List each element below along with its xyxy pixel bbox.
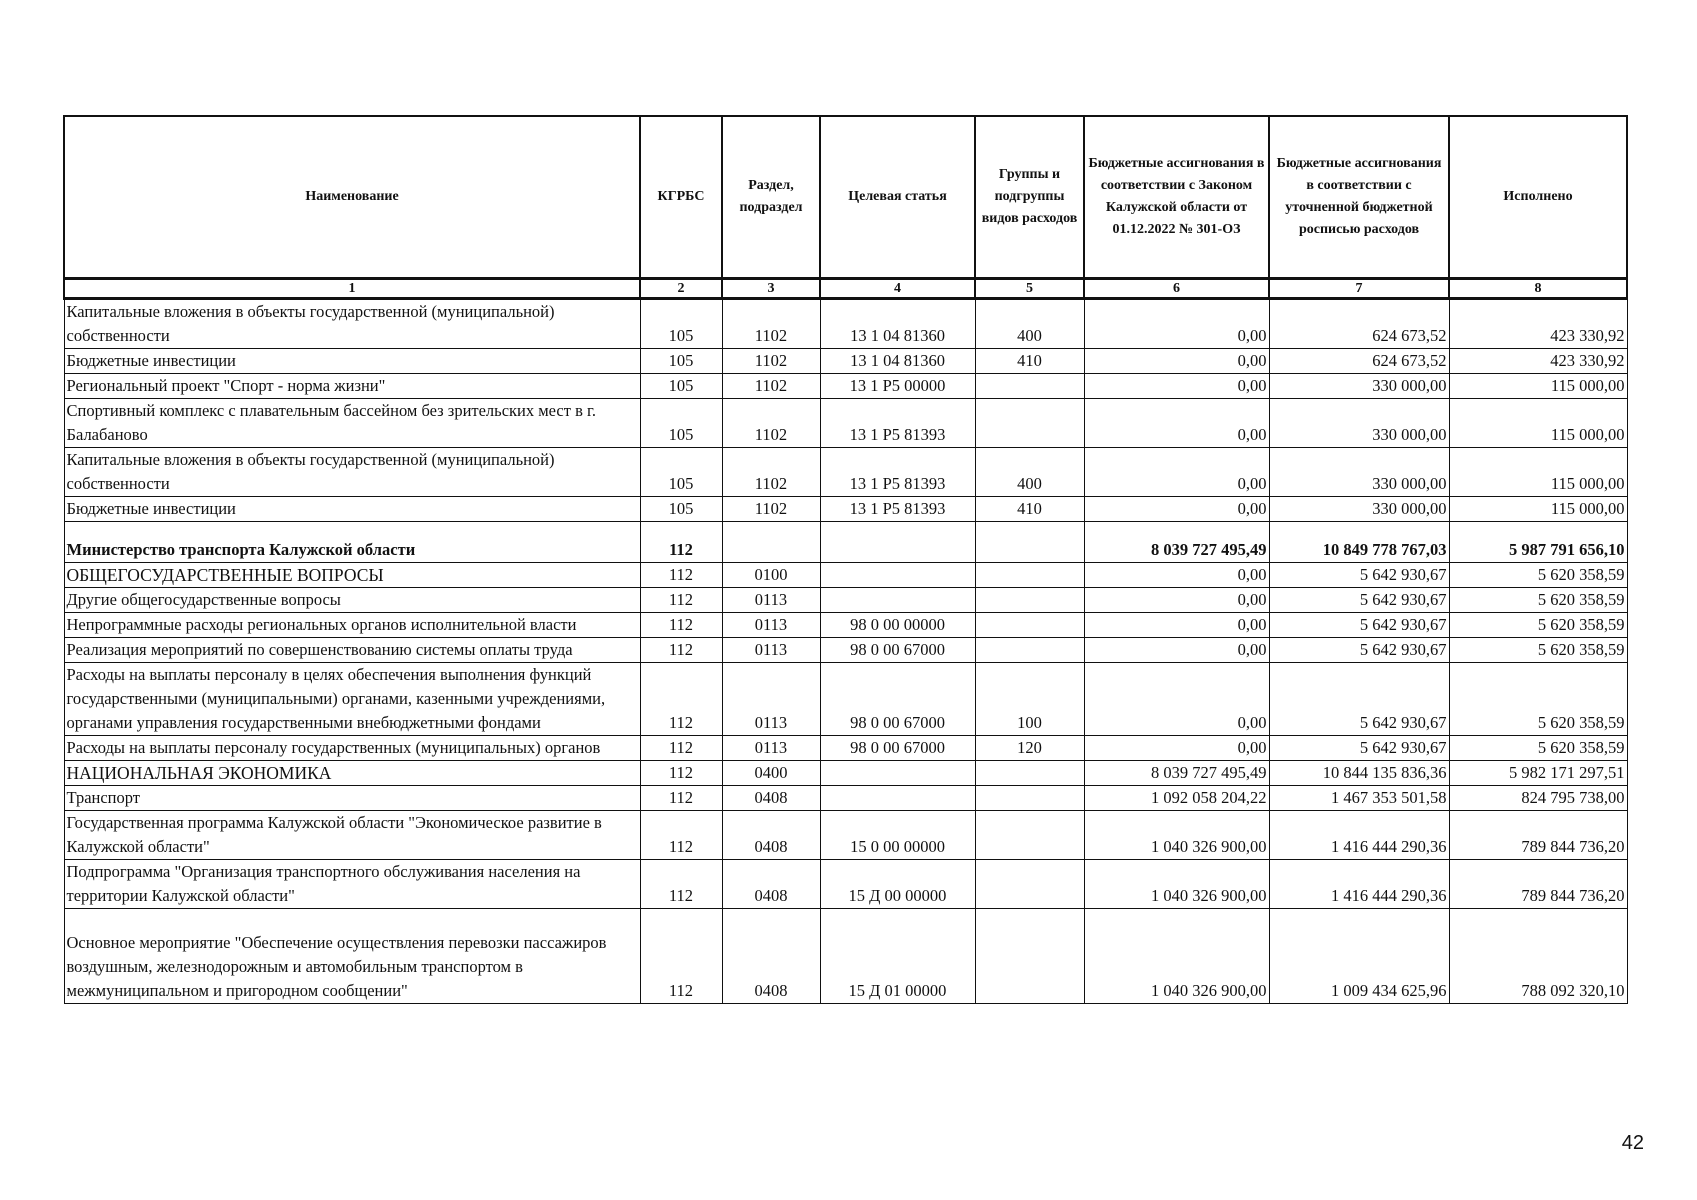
col-number: 8	[1449, 279, 1627, 299]
row-group	[975, 374, 1084, 399]
header-kgrbs: КГРБС	[640, 116, 722, 279]
row-section: 0113	[722, 588, 820, 613]
row-executed: 115 000,00	[1449, 399, 1627, 448]
row-refined: 330 000,00	[1269, 448, 1449, 497]
header-section: Раздел, подраздел	[722, 116, 820, 279]
row-executed: 824 795 738,00	[1449, 786, 1627, 811]
row-name: Бюджетные инвестиции	[64, 497, 640, 522]
table-row	[64, 736, 1627, 761]
row-name: Бюджетные инвестиции	[64, 349, 640, 374]
row-target: 15 Д 01 00000	[820, 909, 975, 1004]
row-executed: 115 000,00	[1449, 497, 1627, 522]
row-group	[975, 909, 1084, 1004]
col-number: 2	[640, 279, 722, 299]
row-group: 400	[975, 448, 1084, 497]
row-law: 0,00	[1084, 374, 1269, 399]
row-group	[975, 399, 1084, 448]
row-kgrbs: 112	[640, 588, 722, 613]
row-section	[722, 522, 820, 563]
row-section: 0113	[722, 638, 820, 663]
table-row	[64, 613, 1627, 638]
row-target: 15 Д 00 00000	[820, 860, 975, 909]
row-kgrbs: 112	[640, 761, 722, 786]
row-name: Спортивный комплекс с плавательным бассейном без зрительских мест в г. Балабаново	[64, 399, 640, 448]
row-name: ОБЩЕГОСУДАРСТВЕННЫЕ ВОПРОСЫ	[64, 563, 640, 588]
row-group	[975, 638, 1084, 663]
row-kgrbs: 105	[640, 399, 722, 448]
row-target: 98 0 00 67000	[820, 663, 975, 736]
row-law: 0,00	[1084, 563, 1269, 588]
row-target: 13 1 P5 81393	[820, 399, 975, 448]
row-executed: 5 620 358,59	[1449, 563, 1627, 588]
row-law: 1 040 326 900,00	[1084, 909, 1269, 1004]
table-row	[64, 811, 1627, 860]
row-group	[975, 860, 1084, 909]
row-executed: 789 844 736,20	[1449, 860, 1627, 909]
row-kgrbs: 112	[640, 811, 722, 860]
row-law: 0,00	[1084, 588, 1269, 613]
header-target: Целевая статья	[820, 116, 975, 279]
row-section: 0400	[722, 761, 820, 786]
table-row	[64, 909, 1627, 1004]
row-refined: 624 673,52	[1269, 349, 1449, 374]
row-kgrbs: 112	[640, 909, 722, 1004]
row-group: 410	[975, 349, 1084, 374]
row-section: 0408	[722, 860, 820, 909]
col-number: 7	[1269, 279, 1449, 299]
header-name: Наименование	[64, 116, 640, 279]
row-executed: 788 092 320,10	[1449, 909, 1627, 1004]
row-section: 0408	[722, 909, 820, 1004]
row-kgrbs: 112	[640, 663, 722, 736]
table-row	[64, 663, 1627, 736]
row-target: 98 0 00 00000	[820, 613, 975, 638]
row-name: Подпрограмма "Организация транспортного обслуживания населения на территории Калужской области"	[64, 860, 640, 909]
row-target	[820, 761, 975, 786]
row-refined: 330 000,00	[1269, 497, 1449, 522]
row-executed: 5 620 358,59	[1449, 588, 1627, 613]
row-target	[820, 563, 975, 588]
row-kgrbs: 112	[640, 736, 722, 761]
row-target: 13 1 P5 00000	[820, 374, 975, 399]
row-target: 15 0 00 00000	[820, 811, 975, 860]
row-group	[975, 613, 1084, 638]
table-row	[64, 448, 1627, 497]
table-row	[64, 374, 1627, 399]
col-number: 1	[64, 279, 640, 299]
row-name: Непрограммные расходы региональных органов исполнительной власти	[64, 613, 640, 638]
row-name: Транспорт	[64, 786, 640, 811]
row-kgrbs: 112	[640, 563, 722, 588]
table-row	[64, 786, 1627, 811]
row-refined: 5 642 930,67	[1269, 588, 1449, 613]
row-group	[975, 588, 1084, 613]
row-refined: 5 642 930,67	[1269, 736, 1449, 761]
row-target: 98 0 00 67000	[820, 736, 975, 761]
row-target: 13 1 P5 81393	[820, 497, 975, 522]
row-executed: 5 620 358,59	[1449, 613, 1627, 638]
row-group	[975, 761, 1084, 786]
header-refined: Бюджетные ассигнования в соответствии с уточненной бюджетной росписью расходов	[1269, 116, 1449, 279]
row-name: Региональный проект "Спорт - норма жизни"	[64, 374, 640, 399]
row-section: 1102	[722, 299, 820, 349]
table-row	[64, 860, 1627, 909]
row-name: Расходы на выплаты персоналу государственных (муниципальных) органов	[64, 736, 640, 761]
row-law: 1 040 326 900,00	[1084, 811, 1269, 860]
row-refined: 1 467 353 501,58	[1269, 786, 1449, 811]
row-target: 13 1 P5 81393	[820, 448, 975, 497]
header-number-row	[64, 279, 1627, 299]
row-name: НАЦИОНАЛЬНАЯ ЭКОНОМИКА	[64, 761, 640, 786]
row-group	[975, 563, 1084, 588]
table-row	[64, 588, 1627, 613]
row-executed: 423 330,92	[1449, 299, 1627, 349]
row-target	[820, 588, 975, 613]
row-target: 98 0 00 67000	[820, 638, 975, 663]
row-section: 0113	[722, 613, 820, 638]
table-row	[64, 497, 1627, 522]
page-number: 42	[1621, 1132, 1644, 1154]
row-section: 0113	[722, 736, 820, 761]
row-kgrbs: 112	[640, 638, 722, 663]
header-law: Бюджетные ассигнования в соответствии с Законом Калужской области от 01.12.2022 № 301-ОЗ	[1084, 116, 1269, 279]
row-kgrbs: 105	[640, 299, 722, 349]
row-law: 0,00	[1084, 448, 1269, 497]
table-row	[64, 638, 1627, 663]
col-number: 6	[1084, 279, 1269, 299]
header-executed: Исполнено	[1449, 116, 1627, 279]
row-section: 1102	[722, 448, 820, 497]
row-executed: 115 000,00	[1449, 448, 1627, 497]
row-refined: 1 416 444 290,36	[1269, 811, 1449, 860]
row-target	[820, 522, 975, 563]
row-law: 0,00	[1084, 349, 1269, 374]
row-kgrbs: 112	[640, 860, 722, 909]
row-executed: 789 844 736,20	[1449, 811, 1627, 860]
table-row	[64, 399, 1627, 448]
row-refined: 5 642 930,67	[1269, 563, 1449, 588]
row-section: 1102	[722, 497, 820, 522]
row-target: 13 1 04 81360	[820, 299, 975, 349]
row-kgrbs: 112	[640, 522, 722, 563]
row-law: 0,00	[1084, 638, 1269, 663]
row-executed: 423 330,92	[1449, 349, 1627, 374]
row-law: 0,00	[1084, 497, 1269, 522]
row-group	[975, 811, 1084, 860]
row-kgrbs: 105	[640, 497, 722, 522]
row-refined: 1 009 434 625,96	[1269, 909, 1449, 1004]
row-name: Капитальные вложения в объекты государственной (муниципальной) собственности	[64, 448, 640, 497]
row-executed: 5 620 358,59	[1449, 638, 1627, 663]
table-row	[64, 349, 1627, 374]
row-law: 8 039 727 495,49	[1084, 761, 1269, 786]
row-section: 1102	[722, 399, 820, 448]
row-kgrbs: 105	[640, 448, 722, 497]
row-refined: 330 000,00	[1269, 374, 1449, 399]
row-section: 0408	[722, 811, 820, 860]
row-law: 8 039 727 495,49	[1084, 522, 1269, 563]
row-kgrbs: 112	[640, 786, 722, 811]
row-kgrbs: 105	[640, 349, 722, 374]
row-executed: 115 000,00	[1449, 374, 1627, 399]
row-refined: 5 642 930,67	[1269, 638, 1449, 663]
row-group: 120	[975, 736, 1084, 761]
row-section: 0408	[722, 786, 820, 811]
table-row	[64, 563, 1627, 588]
row-law: 1 092 058 204,22	[1084, 786, 1269, 811]
row-refined: 5 642 930,67	[1269, 663, 1449, 736]
table-row-ministry	[64, 522, 1627, 563]
row-law: 0,00	[1084, 299, 1269, 349]
row-section: 1102	[722, 349, 820, 374]
table-row	[64, 761, 1627, 786]
row-refined: 5 642 930,67	[1269, 613, 1449, 638]
row-executed: 5 620 358,59	[1449, 663, 1627, 736]
row-executed: 5 982 171 297,51	[1449, 761, 1627, 786]
row-name: Другие общегосударственные вопросы	[64, 588, 640, 613]
row-group: 410	[975, 497, 1084, 522]
row-refined: 1 416 444 290,36	[1269, 860, 1449, 909]
header-row	[64, 116, 1627, 279]
row-name: Основное мероприятие "Обеспечение осуществления перевозки пассажиров воздушным, железнодорожным и автомобильным транспортом в межмуниципальном и пригородном сообщении"	[64, 909, 640, 1004]
row-refined: 330 000,00	[1269, 399, 1449, 448]
row-group: 400	[975, 299, 1084, 349]
budget-table	[63, 115, 1628, 1004]
row-law: 1 040 326 900,00	[1084, 860, 1269, 909]
row-target	[820, 786, 975, 811]
row-law: 0,00	[1084, 613, 1269, 638]
row-name: Реализация мероприятий по совершенствованию системы оплаты труда	[64, 638, 640, 663]
row-refined: 624 673,52	[1269, 299, 1449, 349]
row-group	[975, 522, 1084, 563]
row-section: 1102	[722, 374, 820, 399]
row-name: Капитальные вложения в объекты государственной (муниципальной) собственности	[64, 299, 640, 349]
row-name: Государственная программа Калужской области "Экономическое развитие в Калужской области"	[64, 811, 640, 860]
row-group: 100	[975, 663, 1084, 736]
row-executed: 5 987 791 656,10	[1449, 522, 1627, 563]
row-group	[975, 786, 1084, 811]
row-kgrbs: 112	[640, 613, 722, 638]
col-number: 4	[820, 279, 975, 299]
header-groups: Группы и подгруппы видов расходов	[975, 116, 1084, 279]
row-target: 13 1 04 81360	[820, 349, 975, 374]
row-law: 0,00	[1084, 736, 1269, 761]
table-row	[64, 299, 1627, 349]
row-section: 0113	[722, 663, 820, 736]
row-section: 0100	[722, 563, 820, 588]
row-refined: 10 844 135 836,36	[1269, 761, 1449, 786]
row-law: 0,00	[1084, 663, 1269, 736]
col-number: 3	[722, 279, 820, 299]
row-law: 0,00	[1084, 399, 1269, 448]
row-name: Министерство транспорта Калужской области	[64, 522, 640, 563]
row-kgrbs: 105	[640, 374, 722, 399]
row-executed: 5 620 358,59	[1449, 736, 1627, 761]
row-name: Расходы на выплаты персоналу в целях обеспечения выполнения функций государственными (муниципальными) органами, казенными учреждениями, органами управления государственными внебюджетными фондами	[64, 663, 640, 736]
row-refined: 10 849 778 767,03	[1269, 522, 1449, 563]
col-number: 5	[975, 279, 1084, 299]
